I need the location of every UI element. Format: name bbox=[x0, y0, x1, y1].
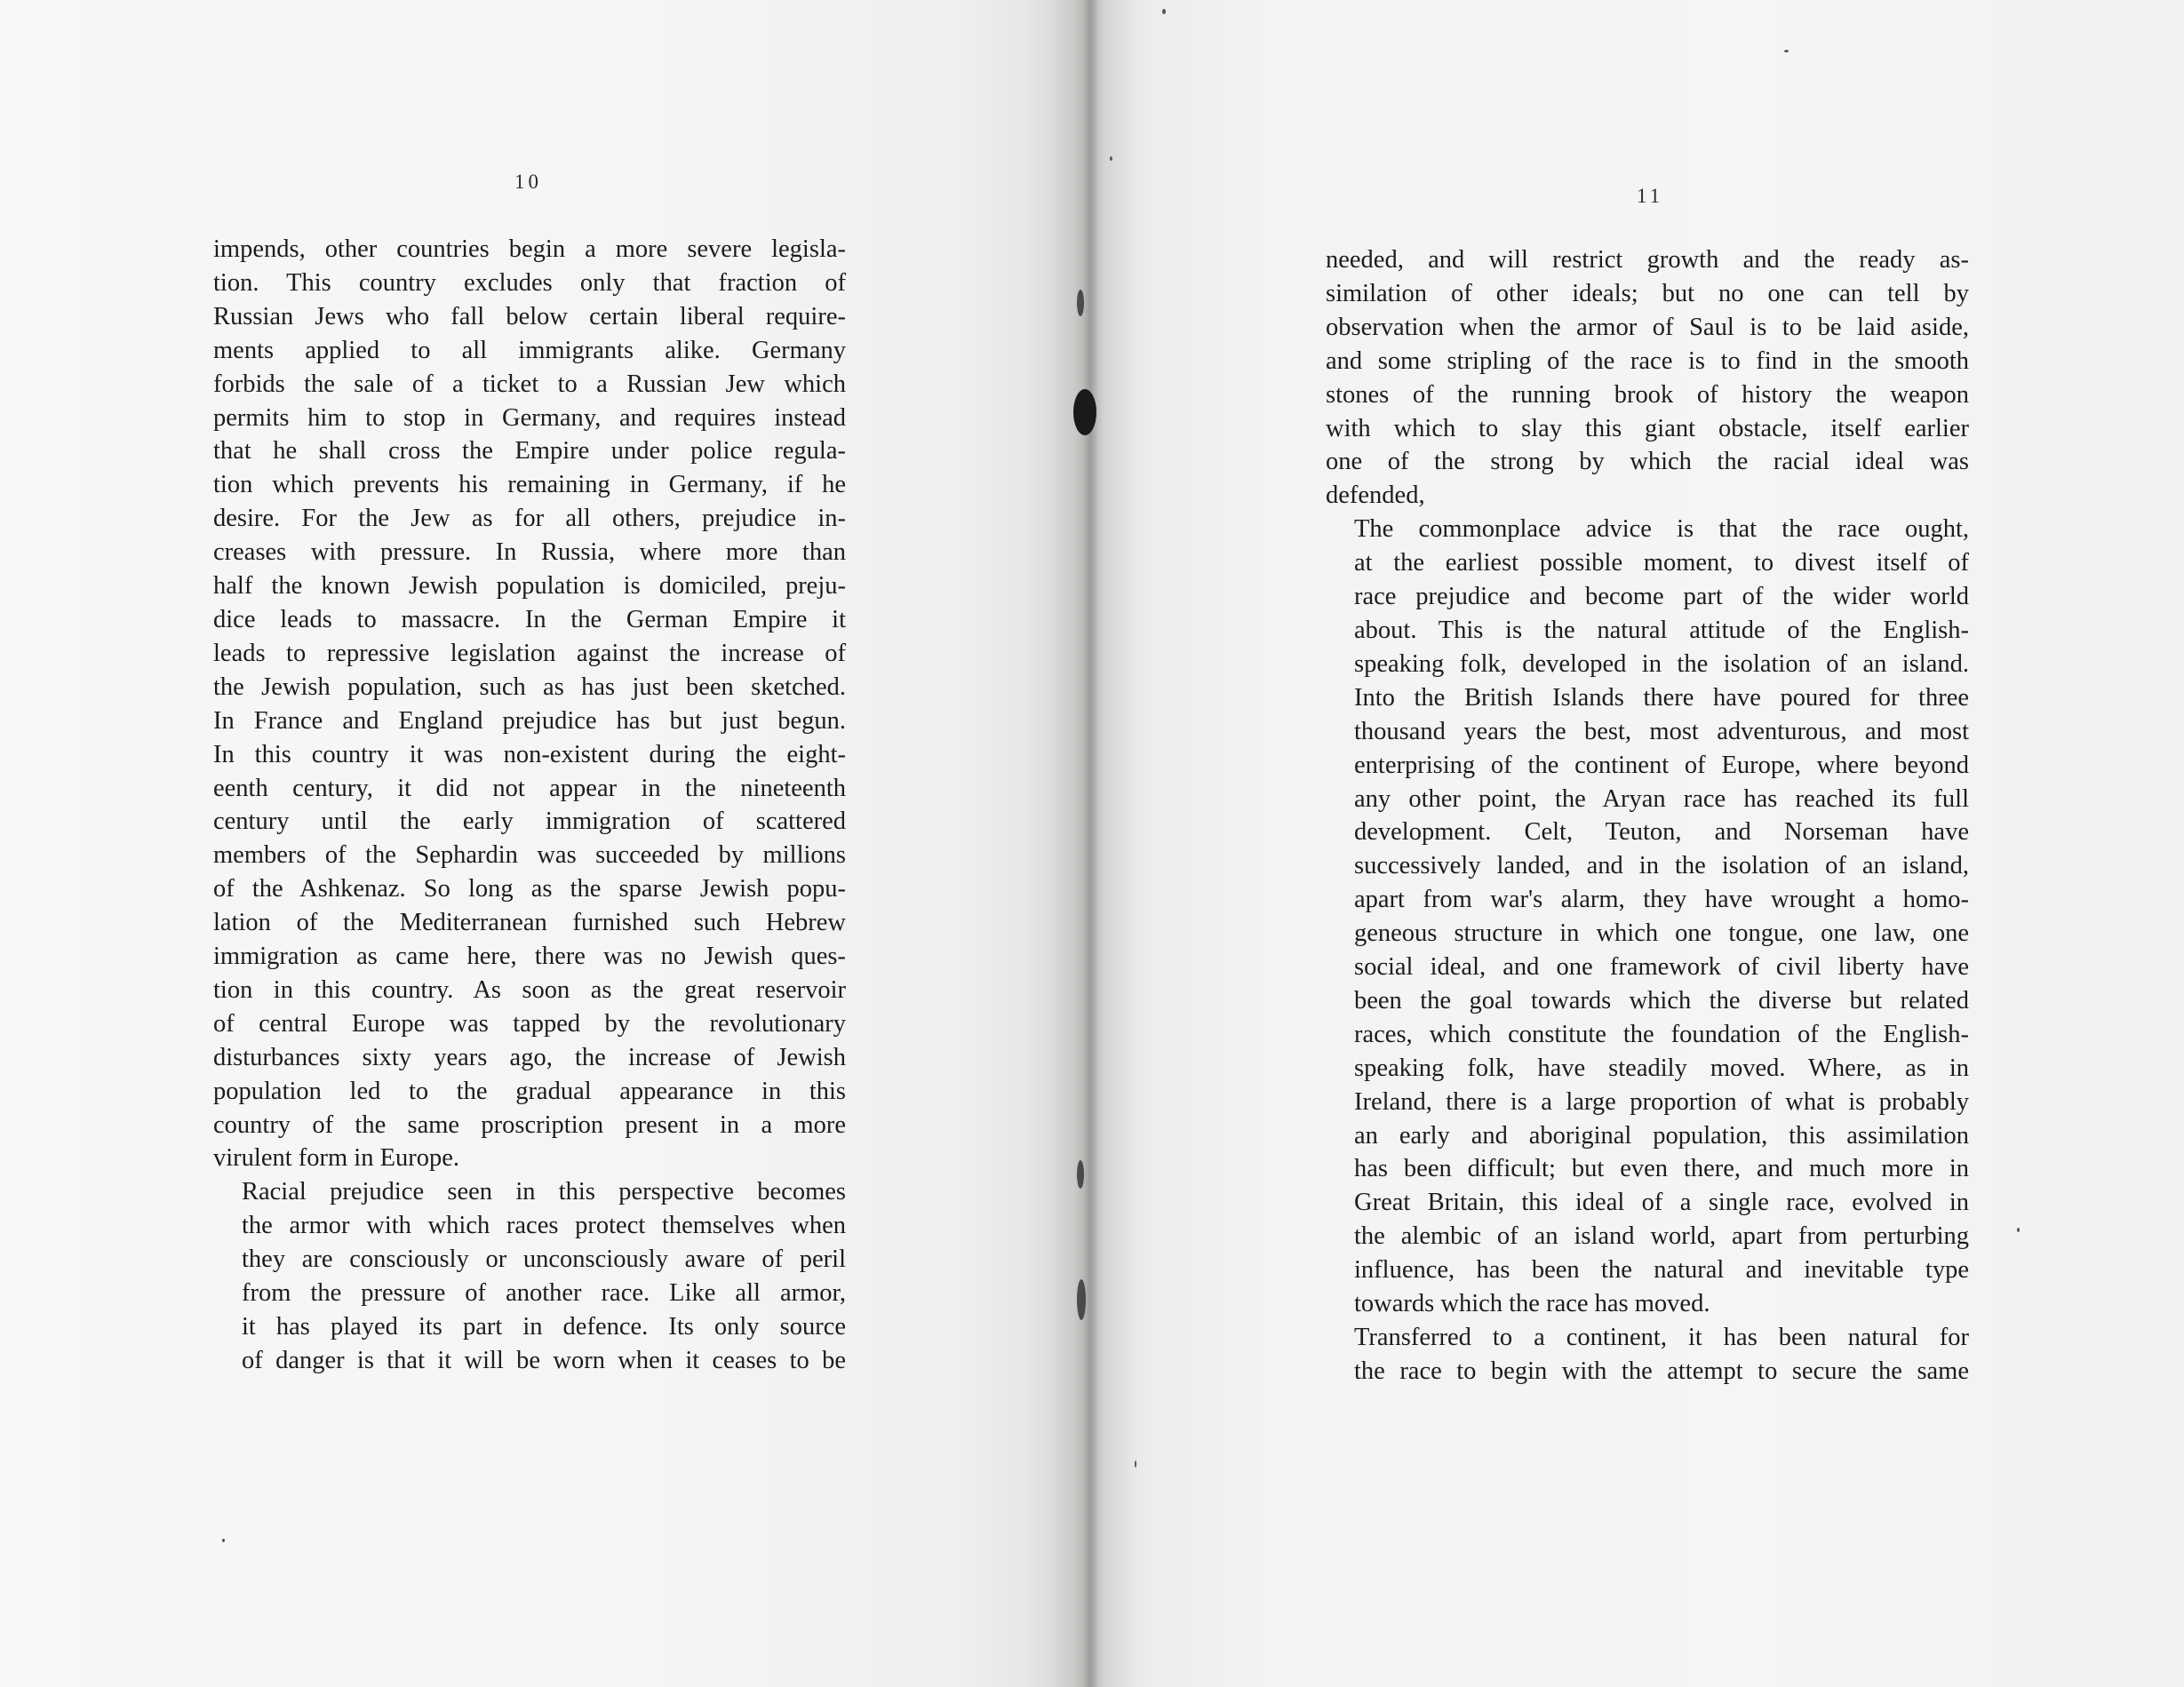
page-number: 10 bbox=[514, 171, 542, 193]
text-line: of the Ashkenaz. So long as the sparse Jewish popu- bbox=[213, 875, 846, 903]
text-line: lation of the Mediterranean furnished such Hebrew bbox=[213, 909, 846, 937]
text-line: from the pressure of another race. Like all armor, bbox=[242, 1279, 846, 1308]
text-line: the armor with which races protect themselves when bbox=[242, 1212, 846, 1240]
text-line: Great Britain, this ideal of a single race, evolved in bbox=[1354, 1189, 1969, 1217]
text-line: at the earliest possible moment, to divest itself of bbox=[1354, 549, 1969, 577]
text-line: tion which prevents his remaining in Germany, if he bbox=[213, 471, 846, 499]
text-line: century until the early immigration of scattered bbox=[213, 808, 846, 836]
text-line: speaking folk, developed in the isolation of an island. bbox=[1354, 649, 1969, 678]
text-line: development. Celt, Teuton, and Norseman have bbox=[1354, 818, 1969, 847]
text-line: that he shall cross the Empire under police regula- bbox=[213, 437, 846, 466]
text-line: members of the Sephardin was succeeded by millions bbox=[213, 841, 846, 870]
text-line: In France and England prejudice has but just begun. bbox=[213, 706, 846, 735]
text-line: desire. For the Jew as for all others, prejudice in- bbox=[213, 505, 846, 533]
paragraph bbox=[1326, 1321, 1969, 1389]
text-line: immigration as came here, there was no Jewish ques- bbox=[213, 943, 846, 971]
text-line: about. This is the natural attitude of the English- bbox=[1354, 616, 1969, 644]
text-line: been the goal towards which the diverse but related bbox=[1354, 986, 1969, 1015]
text-line: social ideal, and one framework of civil liberty have bbox=[1354, 953, 1969, 982]
text-line: the alembic of an island world, apart from perturbing bbox=[1354, 1222, 1969, 1251]
text-line: it has played its part in defence. Its only source bbox=[242, 1313, 846, 1341]
text-line: Racial prejudice seen in this perspective becomes bbox=[242, 1178, 846, 1206]
text-line: ments applied to all immigrants alike. Germany bbox=[213, 336, 846, 364]
left-page bbox=[0, 0, 1084, 1687]
text-line: the race to begin with the attempt to secure the same bbox=[1354, 1357, 1969, 1385]
page-body-text bbox=[213, 233, 846, 1378]
text-line: Into the British Islands there have poured for three bbox=[1354, 683, 1969, 712]
text-line: permits him to stop in Germany, and requires instead bbox=[213, 403, 846, 432]
text-line: races, which constitute the foundation of the English- bbox=[1354, 1020, 1969, 1048]
text-line: successively landed, and in the isolation of an island, bbox=[1354, 852, 1969, 880]
paragraph bbox=[1326, 243, 1969, 513]
text-line: leads to repressive legislation against the increase of bbox=[213, 639, 846, 667]
text-line: towards which the race has moved. bbox=[1354, 1290, 1710, 1318]
text-line: influence, has been the natural and inevitable type bbox=[1354, 1256, 1969, 1285]
text-line: an early and aboriginal population, this assimilation bbox=[1354, 1121, 1969, 1150]
page-body-text bbox=[1326, 243, 1969, 1389]
text-line: enterprising of the continent of Europe, where beyond bbox=[1354, 751, 1969, 779]
paragraph bbox=[213, 1175, 846, 1377]
text-line: speaking folk, have steadily moved. Where, as in bbox=[1354, 1054, 1969, 1082]
text-line: defended, bbox=[1326, 481, 1425, 510]
text-line: eenth century, it did not appear in the nineteenth bbox=[213, 774, 846, 802]
text-line: tion in this country. As soon as the great reservoir bbox=[213, 975, 846, 1004]
text-line: with which to slay this giant obstacle, itself earlier bbox=[1326, 414, 1969, 442]
text-line: half the known Jewish population is domiciled, preju- bbox=[213, 572, 846, 601]
text-line: one of the strong by which the racial ideal was bbox=[1326, 448, 1969, 476]
text-line: country of the same proscription present in a more bbox=[213, 1110, 846, 1139]
page-number: 11 bbox=[1637, 185, 1664, 207]
text-line: In this country it was non-existent during the eight- bbox=[213, 740, 846, 768]
text-line: population led to the gradual appearance in this bbox=[213, 1077, 846, 1105]
paragraph bbox=[1326, 513, 1969, 1321]
text-line: forbids the sale of a ticket to a Russian Jew which bbox=[213, 370, 846, 398]
text-line: observation when the armor of Saul is to be laid aside, bbox=[1326, 313, 1969, 341]
text-line: of central Europe was tapped by the revolutionary bbox=[213, 1009, 846, 1038]
text-line: needed, and will restrict growth and the ready as- bbox=[1326, 246, 1969, 274]
text-line: apart from war's alarm, they have wrought a homo- bbox=[1354, 886, 1969, 914]
right-page bbox=[1086, 0, 2184, 1687]
text-line: Ireland, there is a large proportion of what is probably bbox=[1354, 1087, 1969, 1116]
text-line: has been difficult; but even there, and much more in bbox=[1354, 1155, 1969, 1183]
text-line: Russian Jews who fall below certain liberal require- bbox=[213, 302, 846, 330]
text-line: any other point, the Aryan race has reached its full bbox=[1354, 784, 1969, 813]
text-line: race prejudice and become part of the wider world bbox=[1354, 583, 1969, 611]
text-line: and some stripling of the race is to find in the smooth bbox=[1326, 346, 1969, 375]
paragraph bbox=[213, 233, 846, 1175]
text-line: disturbances sixty years ago, the increase of Jewish bbox=[213, 1043, 846, 1071]
text-line: dice leads to massacre. In the German Empire it bbox=[213, 605, 846, 633]
text-line: they are consciously or unconsciously aware of peril bbox=[242, 1245, 846, 1274]
text-line: Transferred to a continent, it has been natural for bbox=[1354, 1324, 1969, 1351]
text-line: tion. This country excludes only that fraction of bbox=[213, 268, 846, 297]
text-line: impends, other countries begin a more severe legisla- bbox=[213, 235, 846, 263]
text-line: geneous structure in which one tongue, one law, one bbox=[1354, 919, 1969, 948]
text-line: the Jewish population, such as has just been sketched. bbox=[213, 672, 846, 701]
text-line: The commonplace advice is that the race ought, bbox=[1354, 515, 1969, 544]
text-line: of danger is that it will be worn when it ceases to be bbox=[242, 1346, 846, 1374]
text-line: virulent form in Europe. bbox=[213, 1144, 460, 1173]
text-line: stones of the running brook of history the weapon bbox=[1326, 380, 1969, 409]
text-line: creases with pressure. In Russia, where more than bbox=[213, 538, 846, 567]
text-line: thousand years the best, most adventurous, and most bbox=[1354, 717, 1969, 745]
text-line: similation of other ideals; but no one can tell by bbox=[1326, 279, 1969, 307]
